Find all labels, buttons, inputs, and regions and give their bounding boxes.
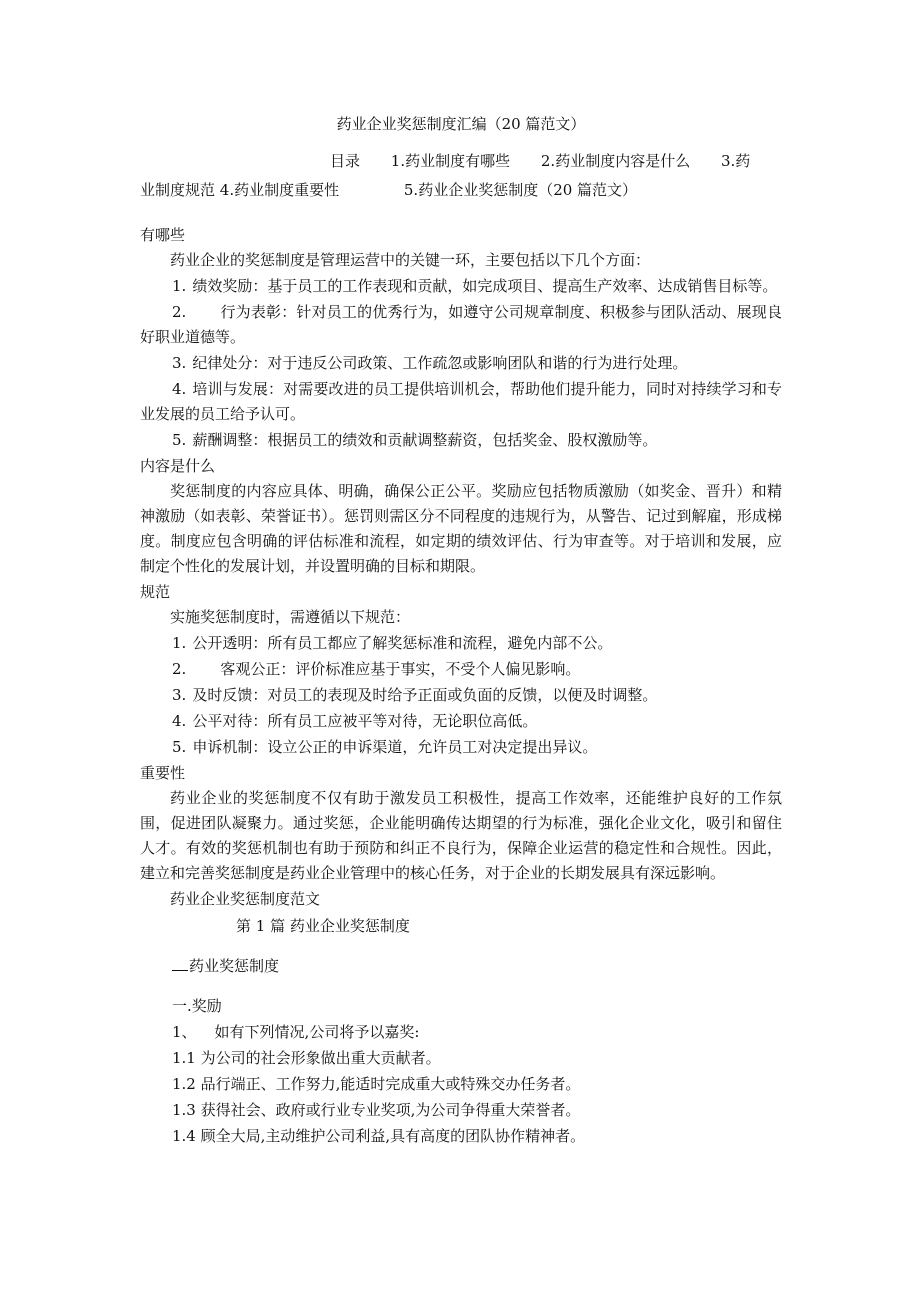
list-item [140, 631, 782, 656]
part-heading: 一.奖励 [172, 997, 222, 1015]
section-body: 奖惩制度的内容应具体、明确，确保公正公平。奖励应包括物质激励（如奖金、晋升）和精神激励（如表彰、荣誉证书）。惩罚则需区分不同程度的违规行为，从警告、记过到解雇，形成梯度。制度应包含明确的评估标准和流程，如定期的绩效评估、行为审查等。对于培训和发展，应制定个性化的发展计划，并设置明确的目标和期限。 [140, 482, 782, 575]
toc-item: 5.药业企业奖惩制度（20 篇范文） [403, 181, 638, 199]
article-title: 第 1 篇 药业企业奖惩制度 [236, 917, 410, 935]
clause [140, 1020, 782, 1045]
item-text: 薪酬调整：根据员工的绩效和贡献调整薪资，包括奖金、股权激励等。 [192, 431, 658, 449]
toc-item: 4.药业制度重要性 [219, 181, 340, 199]
list-item [140, 428, 782, 453]
item-number: 1. [172, 634, 187, 652]
section-heading: 重要性 [140, 764, 186, 782]
clause-point: 1.3 获得社会、政府或行业专业奖项,为公司争得重大荣誉者。 [172, 1101, 581, 1119]
clause-number: 1、 [172, 1023, 197, 1041]
section-intro: 药业企业的奖惩制度是管理运营中的关键一环，主要包括以下几个方面： [170, 251, 651, 269]
sample-section-label: 药业企业奖惩制度范文 [170, 890, 321, 908]
list-item [140, 351, 782, 376]
toc-item: 2.药业制度内容是什么 [540, 152, 691, 170]
item-text: 行为表彰：针对员工的优秀行为，如遵守公司规章制度、积极参与团队活动、展现良好职业道德等。 [140, 303, 782, 346]
item-number: 4. [172, 712, 187, 730]
item-number: 1. [172, 277, 187, 295]
list-item [140, 683, 782, 708]
toc-row [140, 176, 782, 205]
clause-text: 如有下列情况,公司将予以嘉奖: [214, 1023, 420, 1041]
section-heading: 内容是什么 [140, 457, 216, 475]
item-text: 培训与发展：对需要改进的员工提供培训机会，帮助他们提升能力，同时对持续学习和专业发展的员工给予认可。 [140, 380, 782, 423]
clause-point: 1.1 为公司的社会形象做出重大贡献者。 [172, 1049, 441, 1067]
toc-row [140, 147, 782, 176]
item-number: 3. [172, 354, 187, 372]
list-item [140, 274, 782, 299]
item-number: 2. [172, 303, 187, 321]
item-text: 公开透明：所有员工都应了解奖惩标准和流程，避免内部不公。 [192, 634, 613, 652]
section-intro: 实施奖惩制度时，需遵循以下规范： [170, 608, 411, 626]
list-item [140, 377, 782, 427]
section-body: 药业企业的奖惩制度不仅有助于激发员工积极性，提高工作效率，还能维护良好的工作氛围，促进团队凝聚力。通过奖惩，企业能明确传达期望的行为标准，强化企业文化，吸引和留住人才。有效的奖惩机制也有助于预防和纠正不良行为，保障企业运营的稳定性和合规性。因此，建立和完善奖惩制度是药业企业管理中的核心任务，对于企业的长期发展具有深远影响。 [140, 789, 782, 882]
item-number: 5. [172, 738, 187, 756]
section-heading: 有哪些 [140, 226, 186, 244]
toc-item: 业制度规范 [140, 181, 216, 199]
item-text: 公平对待：所有员工应被平等对待，无论职位高低。 [192, 712, 538, 730]
toc-label: 目录 [330, 152, 361, 170]
item-text: 绩效奖励：基于员工的工作表现和贡献，如完成项目、提高生产效率、达成销售目标等。 [192, 277, 778, 295]
item-text: 客观公正：评价标准应基于事实，不受个人偏见影响。 [220, 660, 581, 678]
toc-item: 3.药 [720, 152, 751, 170]
article-subtitle-text: 药业奖惩制度 [189, 957, 280, 975]
item-number: 3. [172, 686, 187, 704]
item-text: 及时反馈：对员工的表现及时给予正面或负面的反馈，以便及时调整。 [192, 686, 658, 704]
document-title: 药业企业奖惩制度汇编（20 篇范文） [336, 115, 586, 133]
table-of-contents [140, 147, 782, 205]
clause-point: 1.4 顾全大局,主动维护公司利益,具有高度的团队协作精神者。 [172, 1127, 586, 1145]
list-item [140, 300, 782, 350]
item-text: 申诉机制：设立公正的申诉渠道，允许员工对决定提出异议。 [192, 738, 598, 756]
item-text: 纪律处分：对于违反公司政策、工作疏忽或影响团队和谐的行为进行处理。 [192, 354, 688, 372]
list-item [140, 657, 782, 682]
list-item [140, 735, 782, 760]
document-content [140, 112, 782, 1150]
clause-point: 1.2 品行端正、工作努力,能适时完成重大或特殊交办任务者。 [172, 1075, 581, 1093]
item-number: 4. [172, 380, 187, 398]
item-number: 5. [172, 431, 187, 449]
item-number: 2. [172, 660, 187, 678]
article-subtitle [140, 954, 782, 979]
section-heading: 规范 [140, 583, 171, 601]
list-item [140, 709, 782, 734]
toc-item: 1.药业制度有哪些 [390, 152, 511, 170]
